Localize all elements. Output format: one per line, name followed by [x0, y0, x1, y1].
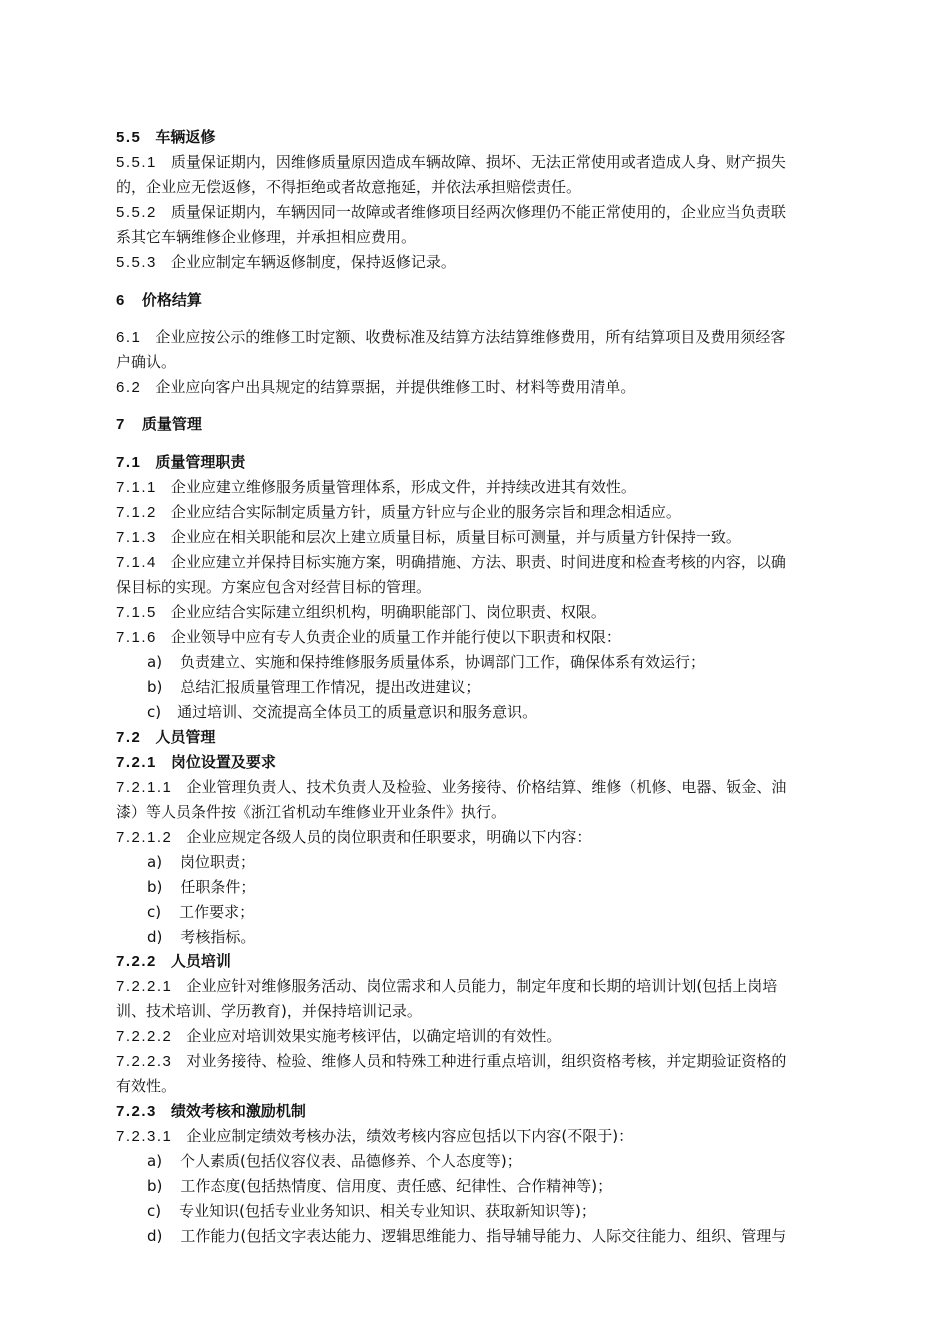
list-marker: c): [147, 903, 162, 921]
clause-7-2-1-1-cont: [116, 802, 506, 822]
section-title: 岗位设置及要求: [170, 753, 276, 771]
section-number: 7.2.3: [116, 1103, 157, 1120]
section-number: 5.5: [116, 129, 142, 146]
clause-7-2-3-1: [116, 1126, 633, 1147]
list-item: [147, 852, 255, 872]
clause-text: 企业应针对维修服务活动、岗位需求和人员能力，制定年度和长期的培训计划(包括上岗培: [186, 977, 778, 995]
clause-text: 质量保证期内，因维修质量原因造成车辆故障、损坏、无法正常使用或者造成人身、财产损失: [170, 153, 786, 171]
heading-7-2-1: [116, 752, 276, 773]
clause-text: 企业管理负责人、技术负责人及检验、业务接待、价格结算、维修（机修、电器、钣金、油: [186, 778, 787, 796]
section-number: 7: [116, 416, 126, 433]
section-number: 7.1: [116, 454, 142, 471]
clause-number: 5.5.3: [116, 254, 157, 271]
list-item-text: 工作能力(包括文字表达能力、逻辑思维能力、指导辅导能力、人际交往能力、组织、管理与: [180, 1227, 787, 1245]
clause-text: 企业应结合实际建立组织机构，明确职能部门、岗位职责、权限。: [170, 603, 606, 621]
list-item: [147, 877, 255, 897]
list-marker: d): [147, 928, 163, 946]
clause-7-1-1: [116, 477, 636, 498]
list-item-text: 通过培训、交流提高全体员工的质量意识和服务意识。: [177, 703, 538, 721]
heading-6: [116, 290, 202, 311]
clause-text: 企业应向客户出具规定的结算票据，并提供维修工时、材料等费用清单。: [155, 378, 636, 396]
list-item-text: 工作态度(包括热情度、信用度、责任感、纪律性、合作精神等)；: [180, 1177, 613, 1195]
list-item-text: 任职条件；: [180, 878, 256, 896]
list-item: [147, 1151, 522, 1171]
clause-number: 6.2: [116, 379, 142, 396]
clause-number: 7.2.1.2: [116, 829, 173, 846]
clause-text: 企业应在相关职能和层次上建立质量目标，质量目标可测量，并与质量方针保持一致。: [170, 528, 741, 546]
clause-text: 漆）等人员条件按《浙江省机动车维修业开业条件》执行。: [116, 803, 507, 821]
list-item-text: 专业知识(包括专业业务知识、相关专业知识、获取新知识等)；: [179, 1202, 596, 1220]
clause-text: 企业应建立维修服务质量管理体系，形成文件，并持续改进其有效性。: [170, 478, 636, 496]
clause-7-2-2-1-cont: [116, 1001, 422, 1021]
list-marker: a): [147, 1152, 163, 1170]
clause-number: 7.1.6: [116, 629, 157, 646]
clause-text: 企业应建立并保持目标实施方案，明确措施、方法、职责、时间进度和检查考核的内容，以确: [170, 553, 786, 571]
clause-5-5-2-cont: [116, 227, 416, 247]
section-number: 7.2.2: [116, 953, 157, 970]
list-item: [147, 652, 705, 672]
heading-5-5: [116, 127, 215, 148]
clause-7-2-1-1: [116, 777, 786, 798]
clause-number: 5.5.1: [116, 154, 157, 171]
list-marker: b): [147, 678, 163, 696]
clause-text: 企业应对培训效果实施考核评估，以确定培训的有效性。: [186, 1027, 562, 1045]
list-item: [147, 902, 254, 922]
clause-text: 户确认。: [116, 353, 177, 371]
section-number: 7.2.1: [116, 754, 157, 771]
section-title: 车辆返修: [155, 128, 216, 146]
section-number: 6: [116, 292, 126, 309]
clause-number: 7.1.2: [116, 504, 157, 521]
clause-text: 企业应制定绩效考核办法，绩效考核内容应包括以下内容(不限于)：: [186, 1127, 634, 1145]
section-title: 人员培训: [170, 952, 231, 970]
clause-number: 7.1.5: [116, 604, 157, 621]
list-item: [147, 1201, 596, 1221]
clause-7-2-2-2: [116, 1026, 561, 1047]
heading-7-2-2: [116, 951, 231, 972]
clause-number: 7.2.2.3: [116, 1053, 173, 1070]
clause-number: 7.1.4: [116, 554, 157, 571]
clause-7-2-1-2: [116, 827, 591, 848]
clause-7-2-2-3-cont: [116, 1076, 176, 1096]
section-title: 人员管理: [155, 728, 216, 746]
clause-6-1-cont: [116, 352, 176, 372]
list-marker: d): [147, 1227, 163, 1245]
clause-text: 保目标的实现。方案应包含对经营目标的管理。: [116, 578, 432, 596]
clause-text: 对业务接待、检验、维修人员和特殊工种进行重点培训，组织资格考核，并定期验证资格的: [186, 1052, 787, 1070]
list-item: [147, 1226, 786, 1246]
heading-7-1: [116, 452, 245, 473]
list-item-text: 考核指标。: [180, 928, 256, 946]
clause-text: 企业应规定各级人员的岗位职责和任职要求，明确以下内容：: [186, 828, 592, 846]
list-marker: c): [147, 1202, 162, 1220]
clause-text: 企业应结合实际制定质量方针，质量方针应与企业的服务宗旨和理念相适应。: [170, 503, 681, 521]
clause-7-1-4: [116, 552, 786, 573]
clause-5-5-1: [116, 152, 786, 173]
clause-number: 6.1: [116, 329, 142, 346]
clause-text: 企业应按公示的维修工时定额、收费标准及结算方法结算维修费用，所有结算项目及费用须经客: [155, 328, 786, 346]
list-marker: c): [147, 703, 162, 721]
clause-text: 系其它车辆维修企业修理，并承担相应费用。: [116, 228, 417, 246]
list-item: [147, 927, 255, 947]
clause-5-5-1-cont: [116, 177, 581, 197]
clause-number: 7.1.3: [116, 529, 157, 546]
section-title: 绩效考核和激励机制: [170, 1102, 306, 1120]
list-item: [147, 702, 537, 722]
clause-text: 企业领导中应有专人负责企业的质量工作并能行使以下职责和权限：: [170, 628, 621, 646]
section-title: 价格结算: [141, 291, 202, 309]
clause-number: 5.5.2: [116, 204, 157, 221]
list-marker: a): [147, 653, 163, 671]
section-title: 质量管理职责: [155, 453, 246, 471]
clause-text: 训、技术培训、学历教育)，并保持培训记录。: [116, 1002, 422, 1020]
clause-text: 企业应制定车辆返修制度，保持返修记录。: [170, 253, 456, 271]
clause-7-2-2-3: [116, 1051, 786, 1072]
heading-7: [116, 414, 202, 435]
list-item: [147, 677, 480, 697]
clause-number: 7.2.2.2: [116, 1028, 173, 1045]
list-item-text: 负责建立、实施和保持维修服务质量体系，协调部门工作，确保体系有效运行；: [180, 653, 706, 671]
list-marker: a): [147, 853, 163, 871]
clause-6-1: [116, 327, 785, 348]
clause-6-2: [116, 377, 635, 398]
clause-text: 的，企业应无偿返修，不得拒绝或者故意拖延，并依法承担赔偿责任。: [116, 178, 582, 196]
clause-text: 质量保证期内，车辆因同一故障或者维修项目经两次修理仍不能正常使用的，企业应当负责联: [170, 203, 786, 221]
clause-7-1-4-cont: [116, 577, 431, 597]
clause-7-1-2: [116, 502, 681, 523]
clause-number: 7.2.1.1: [116, 779, 173, 796]
clause-5-5-3: [116, 252, 456, 273]
clause-number: 7.2.3.1: [116, 1128, 173, 1145]
list-item-text: 总结汇报质量管理工作情况，提出改进建议；: [180, 678, 481, 696]
section-number: 7.2: [116, 729, 142, 746]
list-marker: b): [147, 878, 163, 896]
clause-number: 7.2.2.1: [116, 978, 173, 995]
section-title: 质量管理: [141, 415, 202, 433]
heading-7-2-3: [116, 1101, 306, 1122]
list-marker: b): [147, 1177, 163, 1195]
clause-7-2-2-1: [116, 976, 777, 997]
list-item-text: 个人素质(包括仪容仪表、品德修养、个人态度等)；: [180, 1152, 522, 1170]
clause-text: 有效性。: [116, 1077, 177, 1095]
clause-7-1-3: [116, 527, 741, 548]
list-item: [147, 1176, 612, 1196]
clause-5-5-2: [116, 202, 786, 223]
clause-7-1-5: [116, 602, 606, 623]
list-item-text: 岗位职责；: [180, 853, 256, 871]
heading-7-2: [116, 727, 215, 748]
list-item-text: 工作要求；: [179, 903, 255, 921]
clause-number: 7.1.1: [116, 479, 157, 496]
clause-7-1-6: [116, 627, 621, 648]
